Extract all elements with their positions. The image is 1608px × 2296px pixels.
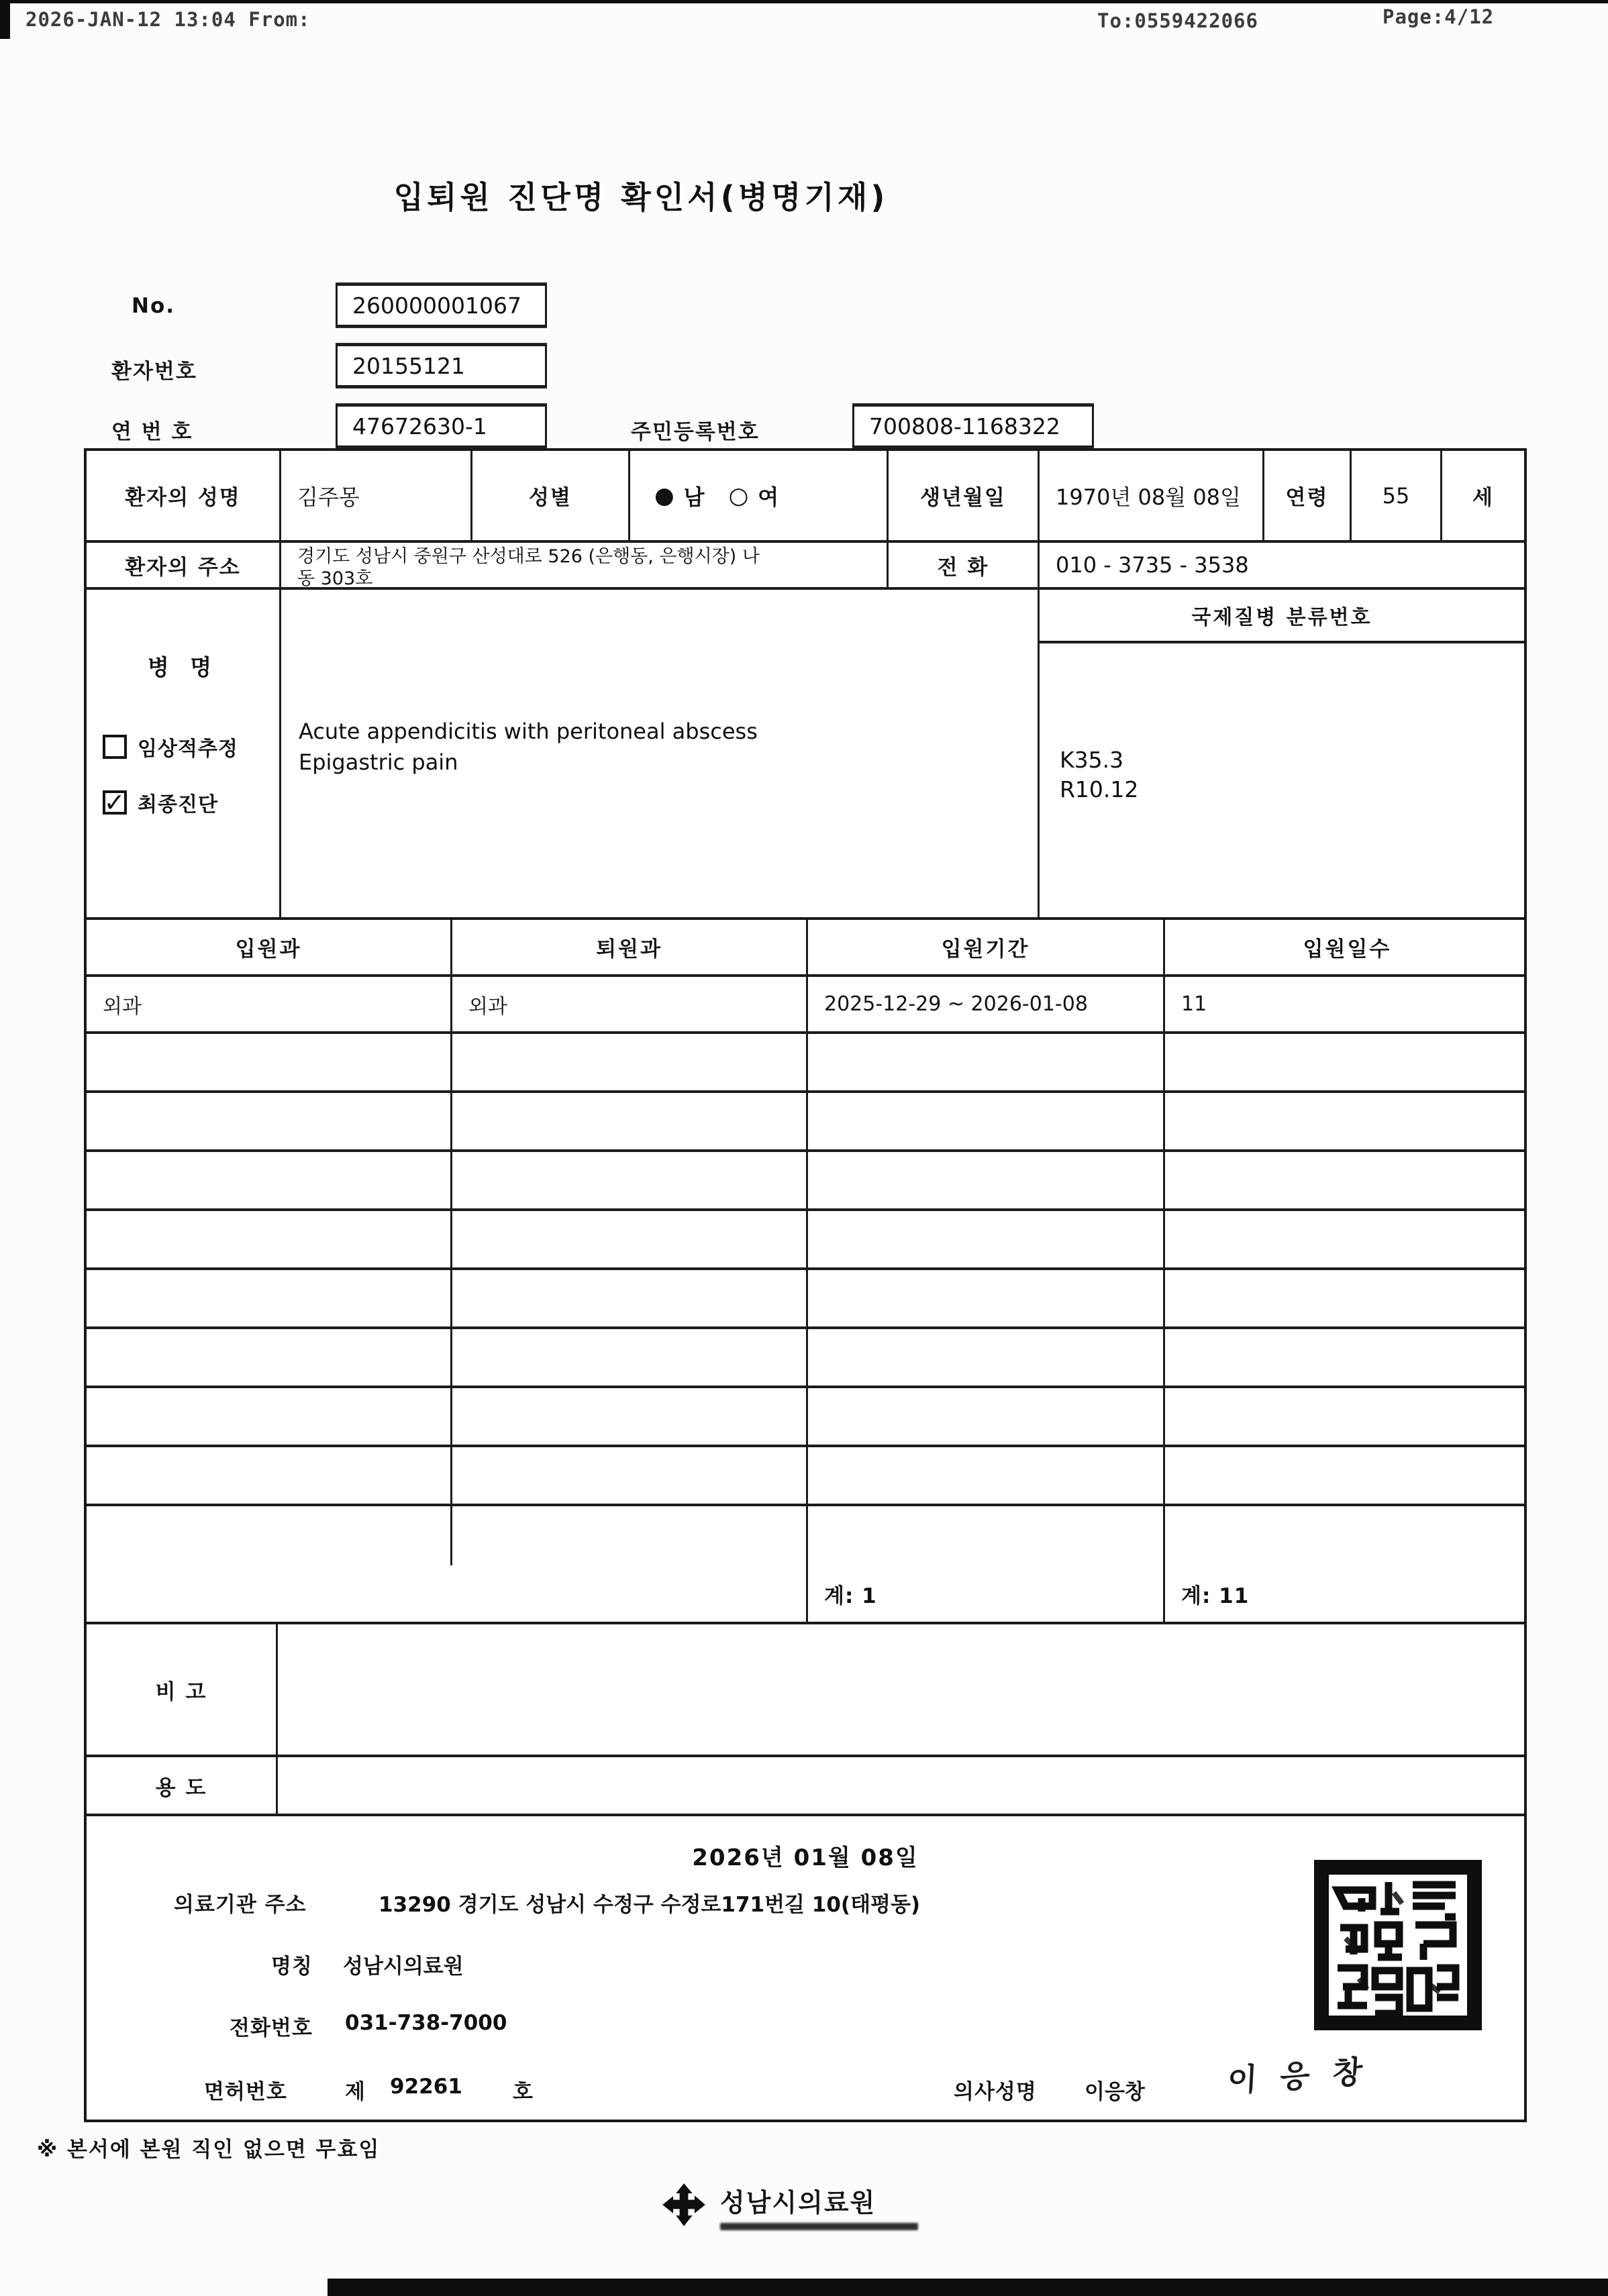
empty-cell bbox=[87, 1093, 452, 1149]
org-name-label: 명칭 bbox=[271, 1954, 313, 1979]
patient-no-value-box bbox=[336, 344, 547, 387]
icd-code-1: K35.3 bbox=[1060, 747, 1124, 773]
org-phone-value: 031-738-7000 bbox=[345, 2011, 507, 2035]
address-value-cell bbox=[281, 543, 889, 587]
empty-cell bbox=[87, 1152, 452, 1208]
hospital-logo-english-smudge bbox=[720, 2223, 918, 2230]
fax-header-to: To:0559422066 bbox=[1097, 9, 1258, 32]
empty-cell bbox=[808, 1093, 1165, 1149]
disease-name-label: 병 명 bbox=[147, 654, 219, 680]
address-label: 환자의 주소 bbox=[87, 543, 281, 587]
empty-cell bbox=[452, 1270, 808, 1326]
icd-header: 국제질병 분류번호 bbox=[1040, 590, 1524, 643]
empty-cell bbox=[452, 1211, 808, 1267]
empty-cell bbox=[87, 1447, 452, 1504]
diagnosis-text bbox=[299, 716, 758, 778]
days-value: 11 bbox=[1181, 992, 1207, 1016]
empty-cell bbox=[1165, 1270, 1529, 1326]
admission-table bbox=[84, 917, 1527, 2122]
discharge-dept-value: 외과 bbox=[452, 977, 808, 1031]
admission-empty-row bbox=[87, 1034, 1524, 1093]
org-address-value: 13290 경기도 성남시 수정구 수정로171번길 10(태평동) bbox=[379, 1893, 921, 1917]
patient-name-value: 김주몽 bbox=[281, 451, 472, 540]
fax-header-datetime: 2026-JAN-12 13:04 From: bbox=[26, 8, 311, 31]
license-prefix: 제 bbox=[345, 2080, 366, 2104]
admission-empty-row bbox=[87, 1093, 1524, 1152]
total-period: 계: 1 bbox=[808, 1565, 1165, 1622]
col-header-days: 입원일수 bbox=[1303, 937, 1392, 961]
license-number: 92261 bbox=[390, 2075, 462, 2099]
icd-column bbox=[1040, 590, 1524, 919]
empty-cell bbox=[1165, 1034, 1529, 1090]
address-line1: 경기도 성남시 중원구 산성대로 526 (은행동, 은행시장) 나 bbox=[297, 546, 760, 567]
license-label: 면허번호 bbox=[204, 2080, 287, 2104]
empty-cell bbox=[808, 1447, 1165, 1504]
empty-cell bbox=[808, 1152, 1165, 1208]
clinical-estimate-option bbox=[103, 732, 238, 762]
birthdate-label: 생년월일 bbox=[889, 451, 1040, 540]
empty-cell bbox=[808, 1270, 1165, 1326]
hospital-logo-cross-icon bbox=[661, 2182, 707, 2230]
patient-name-row bbox=[87, 451, 1524, 543]
admission-header-row bbox=[87, 920, 1524, 977]
empty-cell bbox=[87, 1329, 452, 1386]
phone-label: 전 화 bbox=[889, 543, 1040, 587]
col-header-period: 입원기간 bbox=[808, 920, 1165, 974]
remarks-label: 비 고 bbox=[87, 1624, 278, 1755]
admit-dept-value: 외과 bbox=[87, 977, 452, 1031]
rrn-label: 주민등록번호 bbox=[631, 420, 760, 444]
age-value: 55 bbox=[1352, 451, 1442, 540]
age-unit: 세 bbox=[1472, 486, 1494, 510]
phone-value: 010 - 3735 - 3538 bbox=[1056, 552, 1249, 578]
rrn-value: 700808-1168322 bbox=[869, 413, 1060, 439]
org-name-value: 성남시의료원 bbox=[343, 1954, 464, 1979]
address-value bbox=[281, 543, 760, 592]
no-label: No. bbox=[132, 294, 176, 318]
empty-cell bbox=[452, 1034, 808, 1090]
admission-empty-rows bbox=[87, 1034, 1524, 1565]
col-header-admit-dept: 입원과 bbox=[87, 920, 452, 974]
admission-empty-row bbox=[87, 1329, 1524, 1388]
sex-label: 성별 bbox=[472, 451, 630, 540]
patient-address-row bbox=[87, 543, 1524, 590]
scan-artifact-top-line bbox=[0, 0, 1608, 3]
total-days: 계: 11 bbox=[1181, 1583, 1250, 1608]
purpose-row bbox=[87, 1757, 1524, 1816]
empty-cell bbox=[87, 1211, 452, 1267]
empty-cell bbox=[1165, 1211, 1529, 1267]
org-phone-label: 전화번호 bbox=[230, 2016, 313, 2040]
hospital-logo bbox=[661, 2182, 918, 2230]
diagnosis-row bbox=[87, 590, 1524, 919]
empty-cell bbox=[1165, 1093, 1529, 1149]
empty-cell bbox=[808, 1388, 1165, 1445]
final-diagnosis-label: 최종진단 bbox=[138, 793, 218, 817]
empty-cell bbox=[452, 1152, 808, 1208]
issuing-block bbox=[87, 1816, 1524, 2120]
icd-code-2: R10.12 bbox=[1060, 776, 1139, 802]
birthdate-value: 1970년 08월 08일 bbox=[1040, 451, 1264, 540]
patient-info-table bbox=[84, 448, 1527, 921]
clinical-estimate-checkbox-icon bbox=[103, 735, 127, 759]
diagnosis-line-2: Epigastric pain bbox=[299, 749, 458, 775]
scan-artifact-corner bbox=[0, 0, 10, 39]
admission-empty-row bbox=[87, 1506, 1524, 1565]
sex-value-cell bbox=[630, 451, 889, 540]
icd-codes bbox=[1060, 745, 1138, 804]
female-radio-label: 여 bbox=[758, 484, 779, 510]
clinical-estimate-label: 임상적추정 bbox=[138, 737, 238, 761]
empty-cell bbox=[87, 1270, 452, 1326]
doctor-name-value: 이응창 bbox=[1085, 2080, 1145, 2104]
empty-cell bbox=[452, 1329, 808, 1386]
patient-name-label: 환자의 성명 bbox=[87, 451, 281, 540]
admission-empty-row bbox=[87, 1270, 1524, 1329]
final-diagnosis-checkbox-icon: ✓ bbox=[103, 788, 126, 817]
doctor-signature: 이응창 bbox=[1226, 2051, 1387, 2099]
period-value: 2025-12-29 ~ 2026-01-08 bbox=[808, 977, 1165, 1031]
empty-cell bbox=[808, 1329, 1165, 1386]
age-label: 연령 bbox=[1264, 451, 1352, 540]
col-header-discharge-dept: 퇴원과 bbox=[452, 920, 808, 974]
empty-cell bbox=[452, 1093, 808, 1149]
doctor-name-label: 의사성명 bbox=[954, 2080, 1037, 2104]
official-seal-stamp bbox=[1313, 1858, 1483, 2035]
license-suffix: 호 bbox=[513, 2080, 534, 2104]
admission-totals-row bbox=[87, 1565, 1524, 1624]
admission-empty-row bbox=[87, 1447, 1524, 1506]
diagnosis-text-cell bbox=[281, 590, 1040, 919]
empty-cell bbox=[808, 1034, 1165, 1090]
empty-cell bbox=[1165, 1329, 1529, 1386]
diagnosis-line-1: Acute appendicitis with peritoneal abscess bbox=[299, 719, 758, 744]
scan-artifact-bottom-bar bbox=[328, 2279, 1608, 2296]
serial-no-value: 47672630-1 bbox=[352, 413, 487, 439]
address-line2: 동 303호 bbox=[297, 568, 373, 589]
purpose-value-cell bbox=[278, 1757, 1524, 1814]
empty-cell bbox=[452, 1506, 808, 1565]
purpose-label: 용 도 bbox=[87, 1757, 278, 1814]
empty-cell bbox=[87, 1034, 452, 1090]
empty-cell bbox=[452, 1388, 808, 1445]
org-address-label: 의료기관 주소 bbox=[174, 1893, 307, 1917]
footer-validity-note: ※ 본서에 본원 직인 없으면 무효임 bbox=[37, 2138, 381, 2162]
serial-no-value-box bbox=[336, 405, 547, 448]
patient-no-value: 20155121 bbox=[352, 352, 465, 379]
no-value: 260000001067 bbox=[352, 292, 521, 319]
admission-empty-row bbox=[87, 1211, 1524, 1270]
fax-header-page: Page:4/12 bbox=[1383, 5, 1495, 28]
admission-empty-row bbox=[87, 1152, 1524, 1211]
male-radio-label: 남 bbox=[683, 484, 705, 510]
remarks-row bbox=[87, 1624, 1524, 1757]
remarks-value-cell bbox=[278, 1624, 1524, 1755]
hospital-logo-text: 성남시의료원 bbox=[720, 2188, 876, 2217]
admission-data-row bbox=[87, 977, 1524, 1034]
empty-cell bbox=[1165, 1388, 1529, 1445]
no-value-box bbox=[336, 284, 547, 327]
totals-empty-cell bbox=[87, 1565, 808, 1622]
female-radio-icon: ○ bbox=[728, 482, 749, 509]
empty-cell bbox=[808, 1506, 1165, 1565]
admission-empty-row bbox=[87, 1388, 1524, 1447]
empty-cell bbox=[1165, 1152, 1529, 1208]
serial-no-label: 연 번 호 bbox=[111, 420, 193, 444]
male-radio-icon: ● bbox=[654, 482, 674, 509]
empty-cell bbox=[1165, 1506, 1529, 1565]
patient-no-label: 환자번호 bbox=[111, 360, 197, 384]
empty-cell bbox=[87, 1388, 452, 1445]
diagnosis-label-cell bbox=[87, 590, 281, 919]
empty-cell bbox=[808, 1211, 1165, 1267]
empty-cell bbox=[87, 1506, 452, 1565]
document-title: 입퇴원 진단명 확인서(병명기재) bbox=[393, 179, 889, 215]
rrn-value-box bbox=[852, 405, 1094, 448]
final-diagnosis-option bbox=[103, 788, 218, 817]
empty-cell bbox=[452, 1447, 808, 1504]
issue-date: 2026년 01월 08일 bbox=[692, 1844, 919, 1871]
empty-cell bbox=[1165, 1447, 1529, 1504]
